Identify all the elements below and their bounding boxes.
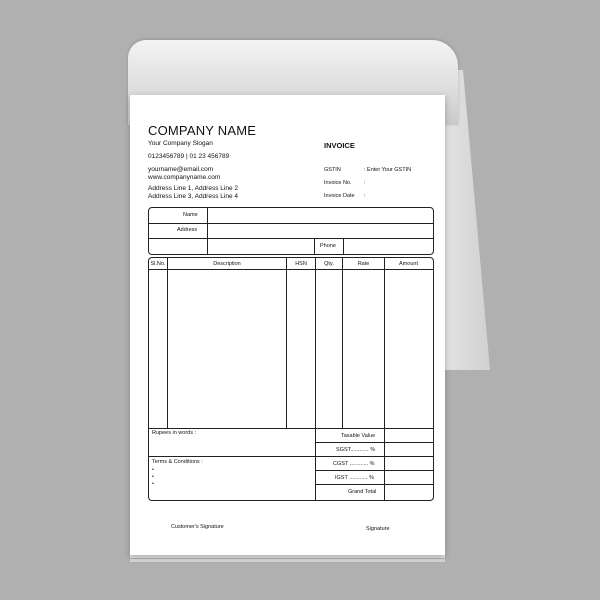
totals-row-line bbox=[316, 456, 433, 457]
terms-bullet: • bbox=[152, 481, 154, 487]
gstin-label: GSTIN bbox=[324, 167, 341, 173]
customer-row-line bbox=[149, 238, 433, 239]
col-header-qty: Qty. bbox=[324, 261, 334, 267]
totals-row-line bbox=[316, 484, 433, 485]
col-divider bbox=[384, 258, 385, 500]
invoice-date-label: Invoice Date bbox=[324, 193, 355, 199]
col-divider bbox=[286, 258, 287, 429]
terms-divider bbox=[149, 456, 315, 457]
table-header-line bbox=[149, 269, 433, 270]
pad-edge bbox=[130, 555, 445, 558]
invoice-title: INVOICE bbox=[324, 141, 355, 150]
grand-total-label: Grand Total bbox=[348, 489, 377, 495]
customer-divider bbox=[207, 208, 208, 254]
company-slogan: Your Company Slogan bbox=[148, 140, 213, 147]
col-divider bbox=[315, 258, 316, 500]
rupees-in-words-label: Rupees in words : bbox=[152, 430, 197, 436]
customer-divider bbox=[343, 239, 344, 254]
company-email: yourname@email.com bbox=[148, 166, 214, 173]
col-header-slno: Sl.No. bbox=[150, 261, 166, 267]
col-divider bbox=[167, 258, 168, 429]
col-header-description: Description bbox=[213, 261, 241, 267]
sgst-label: SGST............ % bbox=[336, 447, 376, 453]
totals-row-line bbox=[316, 442, 433, 443]
totals-top-line bbox=[149, 428, 433, 429]
address-label: Address bbox=[177, 227, 198, 233]
company-website: www.companyname.com bbox=[148, 174, 221, 181]
col-header-hsn: HSN bbox=[295, 261, 307, 267]
cgst-label: CGST ............ % bbox=[333, 461, 375, 467]
totals-row-line bbox=[316, 470, 433, 471]
col-header-rate: Rate bbox=[357, 261, 370, 267]
terms-bullet: • bbox=[152, 467, 154, 473]
col-divider bbox=[342, 258, 343, 429]
company-address-2: Address Line 3, Address Line 4 bbox=[148, 193, 238, 200]
company-name: COMPANY NAME bbox=[148, 123, 257, 138]
gstin-value: : Enter Your GSTIN bbox=[364, 167, 412, 173]
customer-row-line bbox=[149, 223, 433, 224]
customer-divider bbox=[314, 239, 315, 254]
company-address-1: Address Line 1, Address Line 2 bbox=[148, 185, 238, 192]
terms-bullet: • bbox=[152, 474, 154, 480]
igst-label: IGST ............ % bbox=[335, 475, 375, 481]
invoice-date-colon: : bbox=[364, 193, 366, 199]
company-phone: 0123456789 | 01 23 456789 bbox=[148, 153, 230, 160]
terms-label: Terms & Conditions : bbox=[152, 459, 203, 465]
col-header-amount: Amount bbox=[399, 261, 418, 267]
invoice-no-colon: : bbox=[364, 180, 366, 186]
taxable-value-label: Taxable Value bbox=[341, 433, 376, 439]
name-label: Name bbox=[183, 212, 198, 218]
customer-signature-label: Customer's Signature bbox=[171, 524, 224, 530]
pad-edge bbox=[130, 559, 445, 562]
signature-label: Signature bbox=[366, 526, 390, 532]
invoice-no-label: Invoice No. bbox=[324, 180, 352, 186]
phone-label: Phone bbox=[320, 243, 336, 249]
